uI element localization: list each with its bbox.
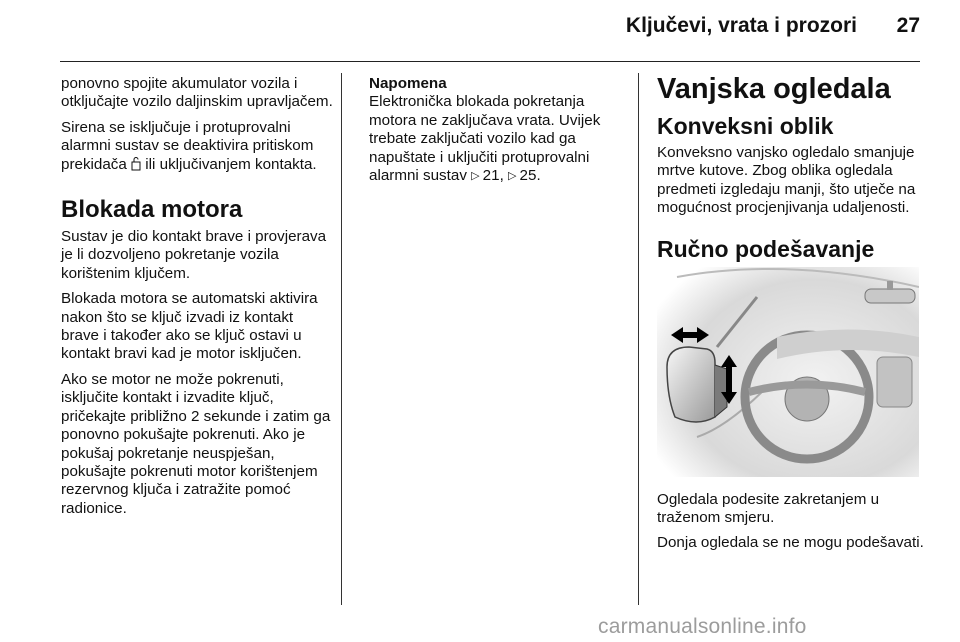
page-header	[0, 0, 960, 62]
header-title: Ključevi, vrata i prozori	[625, 14, 857, 37]
section-heading-blokada: Blokada motora	[61, 196, 243, 224]
note-text: Elektronička blokada pokretanja motora ne zaključava vrata. Uvijek trebate zaključati vozilo kad ga napuštate i uključiti protuprovalni alarmni sustav ▷ 21, ▷ 25.	[369, 93, 601, 185]
page-title: Vanjska ogledala	[657, 73, 891, 105]
page-number: 27	[896, 14, 920, 37]
watermark-text: carmanualsonline.info	[598, 615, 807, 638]
section-heading-rucno: Ručno podešavanje	[657, 235, 875, 262]
xref-link-25[interactable]: 25	[519, 167, 537, 185]
paragraph: Blokada motora se automatski aktivira nakon što se ključ izvadi iz kontakt brave i također ako se ključ ostavi u kontakt bravi kad je motor isključen.	[61, 290, 318, 363]
triangle-right-icon: ▷	[508, 170, 517, 183]
column-divider-1	[341, 73, 342, 605]
paragraph: Konveksno vanjsko ogledalo smanjuje mrtve kutove. Zbog oblika ogledala predmeti izgledaju manji, što utječe na mogućnost procjenjivanja udaljenosti.	[657, 144, 916, 217]
xref-link-21[interactable]: 21	[482, 167, 500, 185]
mirror-adjustment-illustration	[657, 267, 919, 477]
lock-icon	[131, 156, 141, 176]
column-right	[657, 73, 927, 560]
note-title: Napomena	[369, 75, 447, 92]
paragraph: Ogledala podesite zakretanjem u traženom smjeru.	[657, 490, 880, 527]
column-middle	[369, 75, 624, 186]
column-left	[61, 75, 333, 525]
paragraph: ponovno spojite akumulator vozila i otključajte vozilo daljinskim upravljačem.	[61, 75, 333, 111]
paragraph-alarm: Sirena se isključuje i protuprovalni alarmni sustav se deaktivira pritiskom prekidača ili uključivanjem kontakta.	[61, 119, 333, 176]
triangle-right-icon: ▷	[471, 170, 480, 183]
section-heading-konveksni: Konveksni oblik	[657, 113, 834, 139]
paragraph: Ako se motor ne može pokrenuti, isključite kontakt i izvadite ključ, pričekajte približno 2 sekunde i zatim ga ponovno pokušajte pokrenuti. Ako je pokušaj pokretanje neuspješan, pokušajte pokrenuti motor korištenjem rezervnog ključa i zatražite pomoć radionice.	[61, 370, 331, 517]
paragraph: Sustav je dio kontakt brave i provjerava je li dozvoljeno pokretanje vozila korištenim ključem.	[61, 228, 327, 282]
header-rule	[60, 61, 920, 62]
paragraph: Donja ogledala se ne mogu podešavati.	[657, 534, 924, 552]
column-divider-2	[638, 73, 639, 605]
